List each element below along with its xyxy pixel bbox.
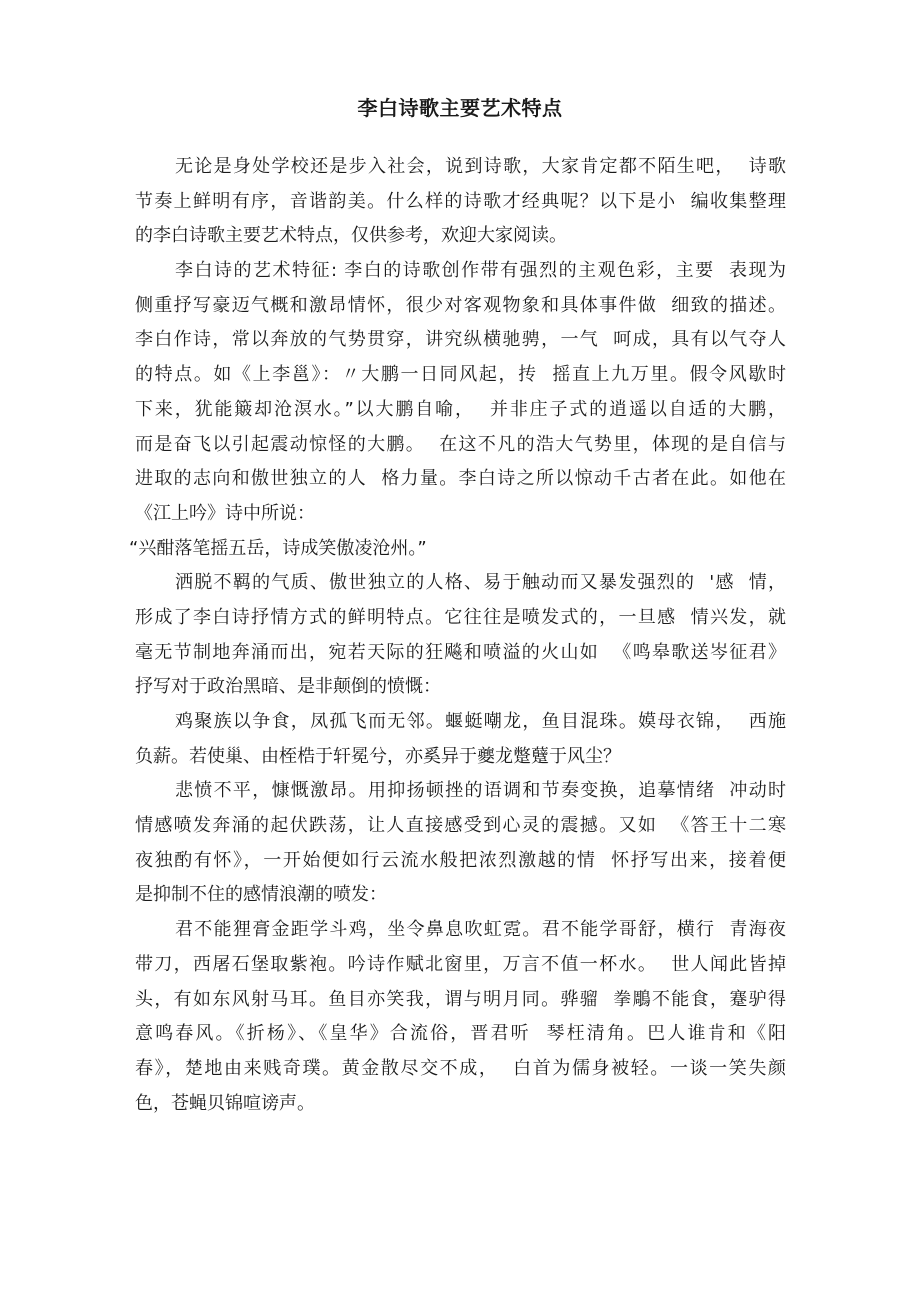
text-line: 夜独酌有怀》，一开始便如行云流水般把浓烈激越的情 怀抒写出来，接着便	[135, 849, 786, 871]
text-line: 抒写对于政治黑暗、是非颠倒的愤慨：	[135, 676, 441, 698]
quote-line: “兴酣落笔摇五岳，诗成笑傲凌沧州。”	[129, 537, 427, 559]
text-line: 带刀，西屠石堡取紫袍。吟诗作赋北窗里，万言不值一杯水。 世人闻此皆掉	[135, 953, 786, 975]
text-line: 头，有如东风射马耳。鱼目亦笑我，谓与明月同。骅骝 拳鵰不能食，蹇驴得	[135, 988, 786, 1010]
text-line: 的特点。如《上李邕》：〃大鹏一日同风起，抟 摇直上九万里。假令风歇时	[135, 364, 786, 386]
text-line: 形成了李白诗抒情方式的鲜明特点。它往往是喷发式的，一旦感 情兴发，就	[135, 606, 786, 628]
text-line: 《江上吟》诗中所说：	[135, 502, 315, 524]
text-line: 鸡聚族以争食，凤孤飞而无邻。蝘蜓嘲龙，鱼目混珠。嫫母衣锦， 西施	[175, 711, 786, 732]
text-line: 下来，犹能簸却沧溟水。”以大鹏自喻， 并非庄子式的逍遥以自适的大鹏，	[135, 398, 786, 420]
text-line: 是抑制不住的感情浪潮的喷发：	[135, 884, 387, 906]
text-line: 色，苍蝇贝锦喧谤声。	[135, 1092, 315, 1114]
text-line: 意鸣春风。《折杨》、《皇华》合流俗，晋君听 琴枉清角。巴人谁肯和《阳	[135, 1023, 786, 1045]
page-title: 李白诗歌主要艺术特点	[357, 96, 563, 120]
article-body	[129, 150, 786, 1121]
text-line: 而是奋飞以引起震动惊怪的大鹏。 在这不凡的浩大气势里，体现的是自信与	[135, 433, 786, 455]
text-line: 春》，楚地由来贱奇璞。黄金散尽交不成， 白首为儒身被轻。一谈一笑失颜	[135, 1057, 786, 1079]
text-line: 的李白诗歌主要艺术特点，仅供参考，欢迎大家阅读。	[135, 225, 567, 247]
text-line: 李白诗的艺术特征: 李白的诗歌创作带有强烈的主观色彩，主要 表现为	[175, 260, 786, 282]
text-line: 节奏上鲜明有序，音谐韵美。什么样的诗歌才经典呢？以下是小 编收集整理	[135, 190, 786, 212]
text-line: 悲愤不平，慷慨激昂。用抑扬顿挫的语调和节奏变换，追摹情绪 冲动时	[175, 780, 786, 802]
text-line: 李白作诗，常以奔放的气势贯穿，讲究纵横驰骋，一气 呵成，具有以气夺人	[135, 329, 786, 351]
text-line: 侧重抒写豪迈气概和激昂情怀，很少对客观物象和具体事件做 细致的描述。	[135, 294, 786, 316]
text-line: 无论是身处学校还是步入社会，说到诗歌，大家肯定都不陌生吧， 诗歌	[175, 156, 786, 177]
text-line: 进取的志向和傲世独立的人 格力量。李白诗之所以惊动千古者在此。如他在	[135, 468, 786, 490]
text-line: 毫无节制地奔涌而出，宛若天际的狂飚和喷溢的火山如 《鸣皋歌送岑征君》	[135, 641, 786, 663]
text-line: 洒脱不羁的气质、傲世独立的人格、易于触动而又暴发强烈的 '感 情，	[175, 572, 786, 594]
text-line: 情感喷发奔涌的起伏跌荡，让人直接感受到心灵的震撼。又如 《答王十二寒	[135, 815, 786, 837]
text-line: 负薪。若使巢、由桎梏于轩冕兮，亦奚异于夔龙蹩躠于风尘？	[135, 745, 621, 767]
text-line: 君不能狸膏金距学斗鸡，坐令鼻息吹虹霓。君不能学哥舒，横行 青海夜	[175, 919, 786, 941]
